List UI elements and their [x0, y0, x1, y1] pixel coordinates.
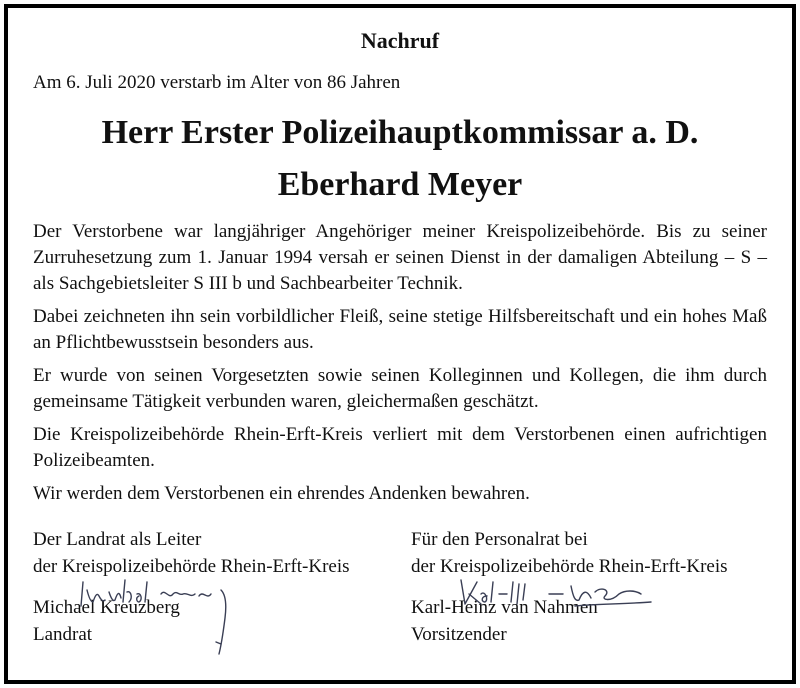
- signature-space: [33, 580, 413, 594]
- paragraph-remembrance: Wir werden dem Verstorbenen ein ehrendes Andenken bewahren.: [33, 483, 530, 504]
- signatory-landrat: [33, 526, 413, 648]
- paragraph-esteem: Er wurde von seinen Vorgesetzten sowie seinen Kolleginnen und Kollegen, die ihm durch gemeinsame Tätigkeit verbunden waren, gleichermaßen geschätzt.: [33, 365, 767, 412]
- signatory-left-line1: Der Landrat als Leiter: [33, 529, 202, 550]
- signatory-right-line1: Für den Personalrat bei: [411, 529, 588, 550]
- signatory-right-line2: der Kreispolizeibehörde Rhein-Erft-Kreis: [411, 556, 728, 577]
- signature-block: [33, 526, 767, 656]
- signer-right-name: Karl-Heinz van Nahmen: [411, 597, 598, 618]
- paragraph-service: Der Verstorbene war langjähriger Angehöriger meiner Kreispolizeibehörde. Bis zu seiner Zurruhesetzung zum 1. Januar 1994 versah er seinen Dienst in der damaligen Abteilung – S – als Sachgebietsleiter S III b und Sachbearbeiter Technik.: [33, 221, 767, 294]
- signer-right-role: Vorsitzender: [411, 624, 507, 645]
- deceased-title: Herr Erster Polizeihauptkommissar a. D.: [101, 114, 699, 151]
- signer-left-role: Landrat: [33, 624, 93, 645]
- notice-heading: Nachruf: [360, 28, 440, 53]
- paragraph-loss: Die Kreispolizeibehörde Rhein-Erft-Kreis verliert mit dem Verstorbenen einen aufrichtigen Polizeibeamten.: [33, 424, 767, 471]
- signature-space: [411, 580, 767, 594]
- signatory-left-line2: der Kreispolizeibehörde Rhein-Erft-Kreis: [33, 556, 350, 577]
- paragraph-qualities: Dabei zeichneten ihn sein vorbildlicher Fleiß, seine stetige Hilfsbereitschaft und ein hohes Maß an Pflichtbewusstsein besonders aus.: [33, 306, 767, 353]
- notice-intro: Am 6. Juli 2020 verstarb im Alter von 86 Jahren: [33, 72, 401, 93]
- signatory-personalrat: [411, 526, 767, 648]
- obituary-body: [33, 26, 767, 514]
- signer-left-name: Michael Kreuzberg: [33, 597, 180, 618]
- deceased-name: Eberhard Meyer: [277, 166, 523, 203]
